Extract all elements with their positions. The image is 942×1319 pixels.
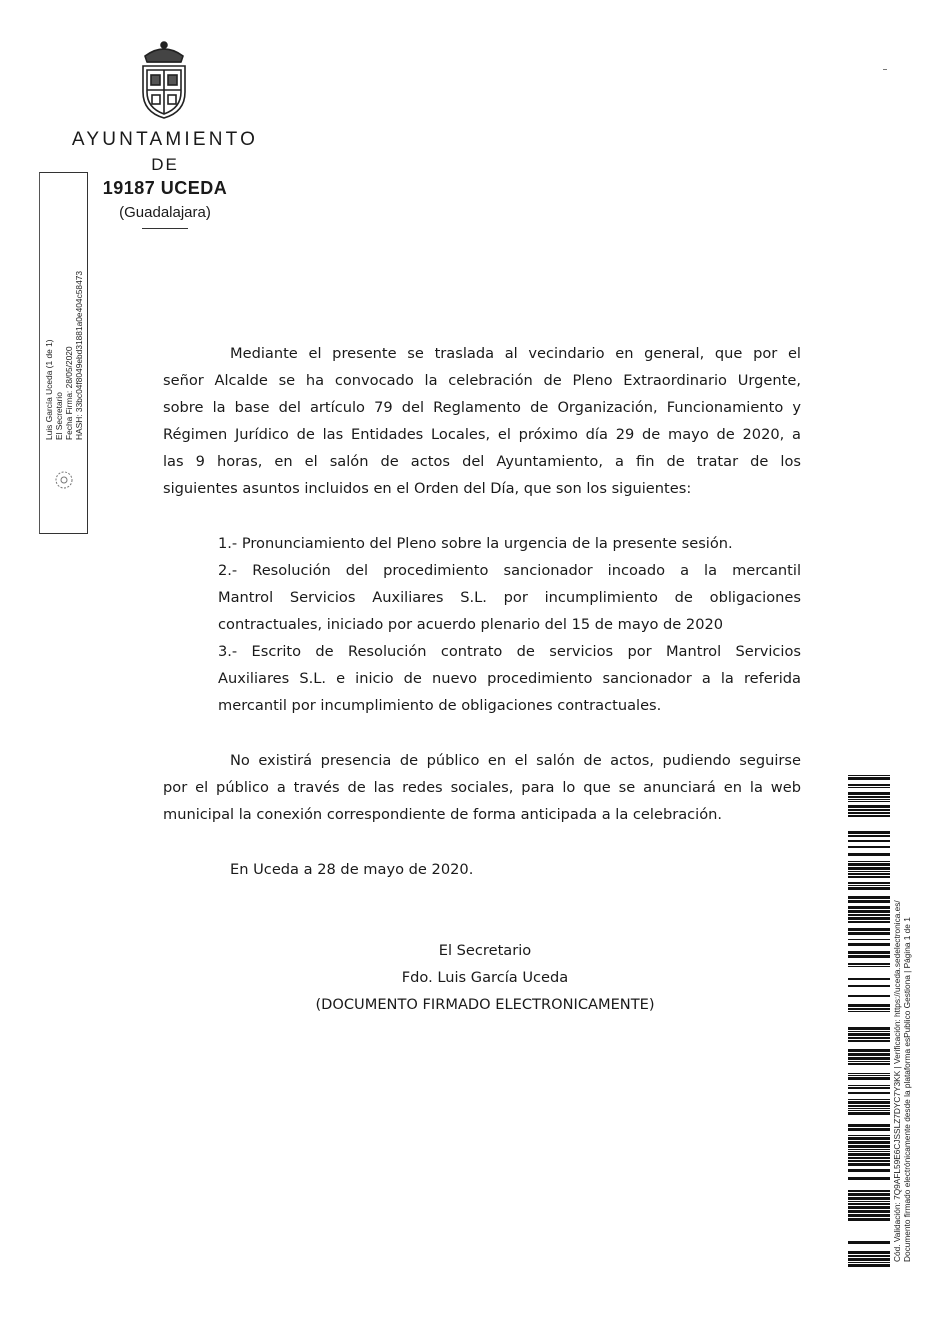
barcode-bar — [848, 1201, 890, 1202]
intro-line: Régimen Jurídico de las Entidades Locales, el próximo día 29 de mayo de 2020, a — [163, 426, 801, 443]
barcode-bar — [848, 1210, 890, 1213]
barcode-bar — [848, 1075, 890, 1076]
barcode-bar — [848, 1112, 890, 1115]
barcode-bar — [848, 1033, 890, 1036]
verification-text — [893, 842, 912, 1262]
signature-note: (DOCUMENTO FIRMADO ELECTRONICAMENTE) — [315, 996, 655, 1013]
scan-mark — [883, 69, 887, 70]
barcode-bar — [848, 1169, 890, 1172]
barcode-bar — [848, 796, 890, 798]
intro-line: señor Alcalde se ha convocado la celebración de Pleno Extraordinario Urgente, — [163, 372, 801, 389]
barcode-bar — [848, 955, 890, 958]
org-province: (Guadalajara) — [119, 204, 211, 221]
coat-of-arms-crest — [135, 40, 193, 120]
agenda-item-1: 1.- Pronunciamiento del Pleno sobre la urgencia de la presente sesión. — [218, 535, 733, 552]
barcode-bar — [848, 871, 890, 872]
barcode-bar — [848, 910, 890, 913]
barcode-bar — [848, 863, 890, 866]
barcode-bar — [848, 1092, 890, 1094]
agenda-item-3 — [218, 638, 801, 719]
barcode-bar — [848, 1262, 890, 1263]
validation-barcode — [848, 775, 890, 1267]
barcode-bar — [848, 1197, 890, 1200]
barcode-bar — [848, 966, 890, 967]
barcode-bar — [848, 1241, 890, 1244]
barcode-bar — [848, 1087, 890, 1089]
barcode-bar — [848, 887, 890, 890]
barcode-bar — [848, 985, 890, 987]
stamp-seal-icon — [54, 470, 74, 490]
barcode-bar — [848, 1203, 890, 1205]
barcode-bar — [848, 943, 890, 946]
barcode-bar — [848, 867, 890, 870]
barcode-bar — [848, 932, 890, 935]
barcode-bar — [848, 784, 890, 786]
intro-paragraph — [163, 340, 801, 502]
barcode-bar — [848, 846, 890, 848]
notice-line: por el público a través de las redes sociales, para lo que se anunciará en la web — [163, 779, 801, 796]
barcode-bar — [848, 840, 890, 842]
signature-name: Fdo. Luis García Uceda — [401, 969, 569, 986]
barcode-bar — [848, 1258, 890, 1261]
barcode-bar — [848, 815, 890, 817]
agenda-item-3-line: mercantil por incumplimiento de obligaciones contractuales. — [218, 697, 662, 714]
barcode-bar — [848, 963, 890, 965]
barcode-bar — [848, 876, 890, 878]
stamp-hash: HASH: 33bc04f8049ebd31881a0e404c58473 — [74, 270, 84, 440]
org-name: AYUNTAMIENTO — [71, 129, 259, 150]
barcode-bar — [848, 1255, 890, 1257]
barcode-bar — [848, 799, 890, 800]
agenda-item-2-line: 2.- Resolución del procedimiento sancionador incoado a la mercantil — [218, 562, 801, 579]
barcode-bar — [848, 777, 890, 780]
barcode-bar — [848, 978, 890, 980]
barcode-bar — [848, 1053, 890, 1056]
barcode-bar — [848, 1206, 890, 1209]
barcode-bar — [848, 921, 890, 923]
barcode-bar — [848, 885, 890, 886]
barcode-bar — [848, 1163, 890, 1166]
barcode-bar — [848, 1190, 890, 1192]
notice-line: No existirá presencia de público en el salón de actos, pudiendo seguirse — [230, 752, 801, 769]
stamp-date: Fecha Firma: 28/05/2020 — [64, 346, 74, 440]
barcode-bar — [848, 1099, 890, 1100]
barcode-bar — [848, 882, 890, 884]
barcode-bar — [848, 1108, 890, 1109]
place-date: En Uceda a 28 de mayo de 2020. — [230, 861, 474, 878]
barcode-bar — [848, 1145, 890, 1148]
barcode-bar — [848, 896, 890, 899]
agenda-item-3-line: Auxiliares S.L. e inicio de nuevo procedimiento sancionador a la referida — [218, 670, 801, 687]
barcode-bar — [848, 1031, 890, 1032]
agenda-item-2-line: contractuales, iniciado por acuerdo plenario del 15 de mayo de 2020 — [218, 616, 724, 633]
agenda-item-2-line: Mantrol Servicios Auxiliares S.L. por incumplimiento de obligaciones — [218, 589, 801, 606]
verification-platform-line: Documento firmado electrónicamente desde la plataforma esPublico Gestiona | Página 1 de 1 — [901, 917, 912, 1262]
barcode-bar — [848, 1040, 890, 1042]
notice-line: municipal la conexión correspondiente de forma anticipada a la celebración. — [163, 806, 723, 823]
barcode-bar — [848, 775, 890, 776]
barcode-bar — [848, 861, 890, 862]
barcode-bar — [848, 1049, 890, 1052]
barcode-bar — [848, 917, 890, 920]
barcode-bar — [848, 1160, 890, 1162]
intro-line: Mediante el presente se traslada al vecindario en general, que por el — [230, 345, 801, 362]
barcode-bar — [848, 873, 890, 875]
barcode-bar — [848, 951, 890, 954]
barcode-bar — [848, 1193, 890, 1196]
barcode-bar — [848, 1141, 890, 1144]
barcode-bar — [848, 831, 890, 834]
verification-code-line: Cód. Validación: 7Q9AFL59E6CJSSLZ7DYC7Y3KK | Verificación: https://uceda.sedelectronica.es/ — [892, 900, 902, 1262]
org-de: DE — [151, 155, 179, 174]
intro-line: siguientes asuntos incluidos en el Orden del Día, que son los siguientes: — [163, 480, 692, 497]
barcode-bar — [848, 1057, 890, 1060]
barcode-bar — [848, 1149, 890, 1150]
barcode-bar — [848, 1101, 890, 1104]
barcode-bar — [848, 812, 890, 814]
barcode-bar — [848, 835, 890, 837]
stamp-role: El Secretario — [54, 392, 64, 440]
notice-paragraph — [163, 747, 801, 828]
intro-line: las 9 horas, en el salón de actos del Ayuntamiento, a fin de tratar de los — [163, 453, 801, 470]
barcode-bar — [848, 1073, 890, 1074]
barcode-bar — [848, 1151, 890, 1152]
signature-stamp-text — [44, 240, 84, 440]
barcode-bar — [848, 1214, 890, 1217]
barcode-bar — [848, 1037, 890, 1039]
barcode-bar — [848, 809, 890, 811]
barcode-bar — [848, 928, 890, 931]
barcode-bar — [848, 1077, 890, 1080]
barcode-bar — [848, 1008, 890, 1010]
header-divider — [142, 228, 188, 229]
barcode-bar — [848, 1124, 890, 1127]
barcode-bar — [848, 900, 890, 903]
barcode-bar — [848, 1264, 890, 1267]
barcode-bar — [848, 792, 890, 795]
barcode-bar — [848, 801, 890, 802]
barcode-bar — [848, 1157, 890, 1159]
barcode-bar — [848, 805, 890, 808]
barcode-bar — [848, 1137, 890, 1140]
barcode-bar — [848, 1128, 890, 1131]
org-town: 19187 UCEDA — [102, 178, 228, 198]
barcode-bar — [848, 1251, 890, 1254]
barcode-bar — [848, 906, 890, 909]
stamp-signer: Luis García Uceda (1 de 1) — [44, 339, 54, 440]
barcode-bar — [848, 1218, 890, 1221]
barcode-bar — [848, 1177, 890, 1180]
barcode-bar — [848, 1153, 890, 1156]
barcode-bar — [848, 853, 890, 856]
barcode-bar — [848, 1110, 890, 1111]
barcode-bar — [848, 914, 890, 916]
barcode-bar — [848, 1004, 890, 1007]
barcode-bar — [848, 1011, 890, 1012]
barcode-bar — [848, 1135, 890, 1136]
barcode-bar — [848, 1061, 890, 1062]
agenda-list — [218, 530, 801, 719]
barcode-bar — [848, 1085, 890, 1086]
barcode-bar — [848, 1027, 890, 1030]
agenda-item-3-line: 3.- Escrito de Resolución contrato de servicios por Mantrol Servicios — [218, 643, 801, 660]
barcode-bar — [848, 1105, 890, 1107]
barcode-bar — [848, 787, 890, 788]
signature-role: El Secretario — [438, 942, 532, 959]
agenda-item-2 — [218, 557, 801, 638]
barcode-bar — [848, 939, 890, 940]
barcode-bar — [848, 1063, 890, 1065]
intro-line: sobre la base del artículo 79 del Reglamento de Organización, Funcionamiento y — [163, 399, 801, 416]
barcode-bar — [848, 995, 890, 997]
